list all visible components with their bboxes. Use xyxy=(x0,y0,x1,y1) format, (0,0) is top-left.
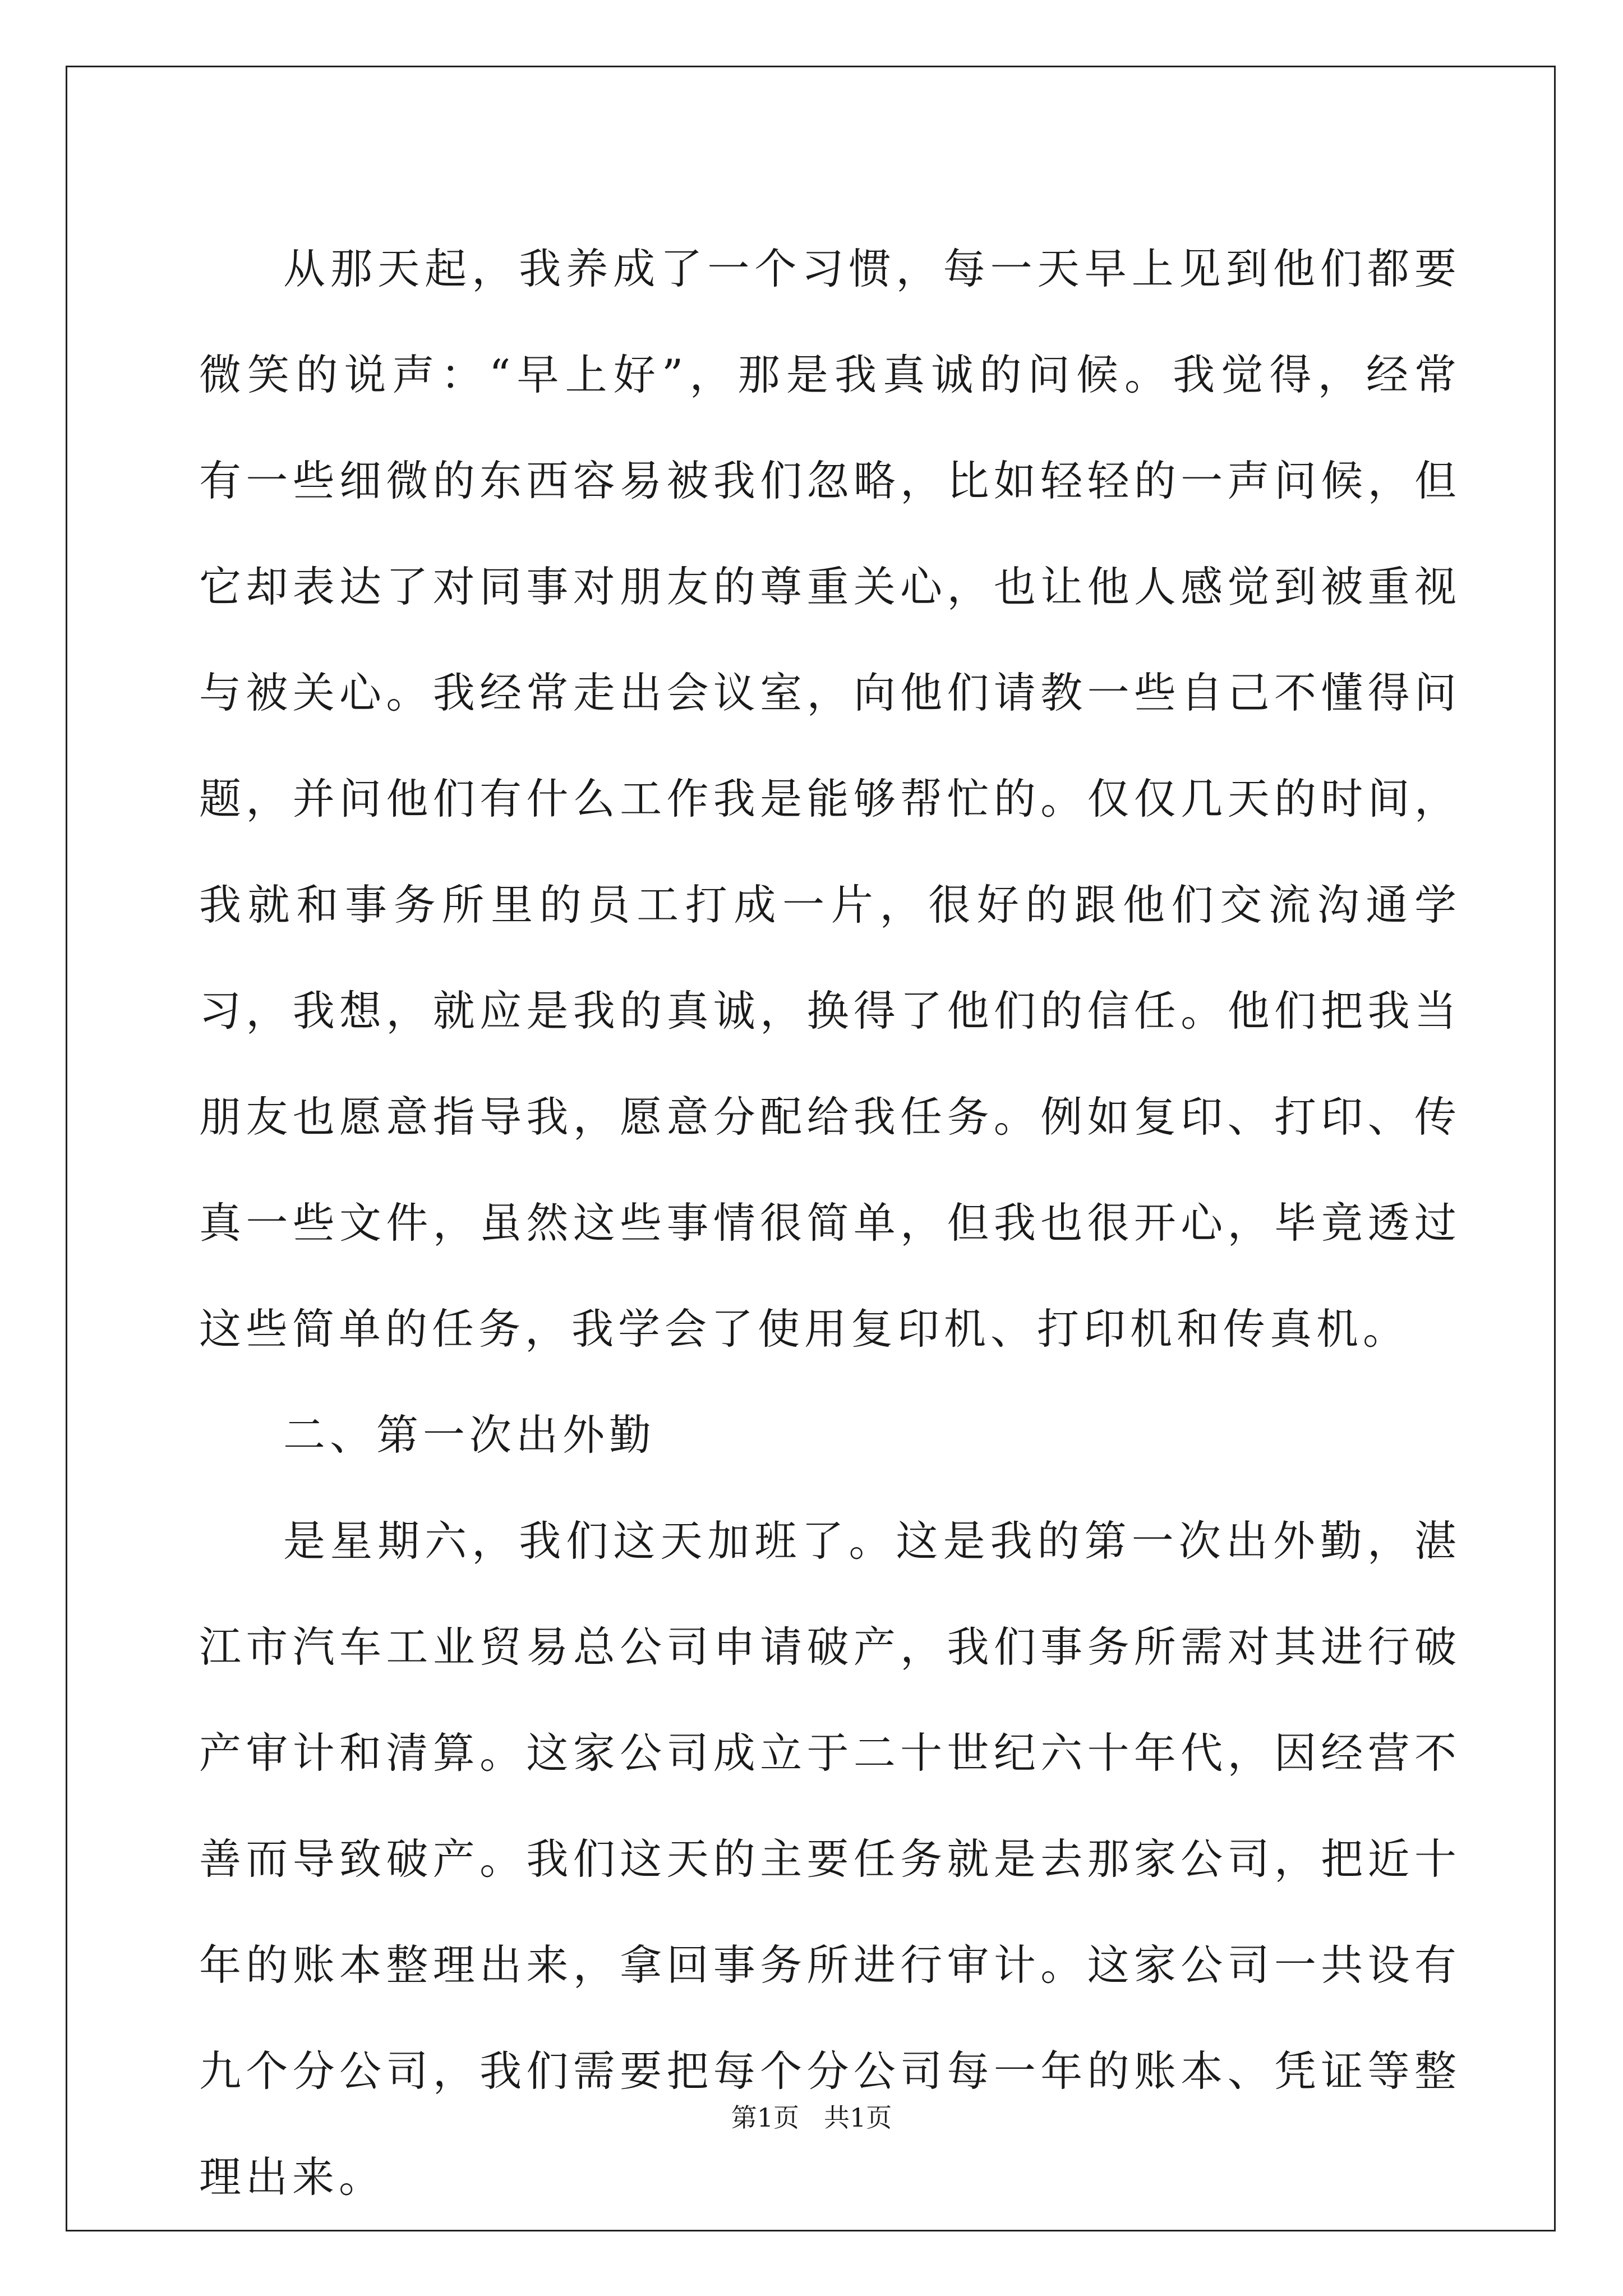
paragraph-field-work: 是星期六，我们这天加班了。这是我的第一次出外勤，湛江市汽车工业贸易总公司申请破产，我们事务所需对其进行破产审计和清算。这家公司成立于二十世纪六十年代，因经营不善而导致破产。我们这天的主要任务就是去那家公司，把近十年的账本整理出来，拿回事务所进行审计。这家公司一共设有九个分公司，我们需要把每个分公司每一年的账本、凭证等整理出来。 xyxy=(199,1516,1461,2202)
page-total: 共1页 xyxy=(823,2102,892,2133)
section-heading: 二、第一次出外勤 xyxy=(283,1410,656,1460)
page-footer xyxy=(0,2101,1623,2134)
document-body xyxy=(199,216,1461,2230)
page-number: 第1页 xyxy=(731,2102,800,2133)
paragraph-habit: 从那天起，我养成了一个习惯，每一天早上见到他们都要微笑的说声：“早上好”，那是我真诚的问候。我觉得，经常有一些细微的东西容易被我们忽略，比如轻轻的一声问候，但它却表达了对同事对朋友的尊重关心，也让他人感觉到被重视与被关心。我经常走出会议室，向他们请教一些自己不懂得问题，并问他们有什么工作我是能够帮忙的。仅仅几天的时间，我就和事务所里的员工打成一片，很好的跟他们交流沟通学习，我想，就应是我的真诚，换得了他们的信任。他们把我当朋友也愿意指导我，愿意分配给我任务。例如复印、打印、传真一些文件，虽然这些事情很简单，但我也很开心，毕竟透过这些简单的任务，我学会了使用复印机、打印机和传真机。 xyxy=(199,244,1461,1354)
